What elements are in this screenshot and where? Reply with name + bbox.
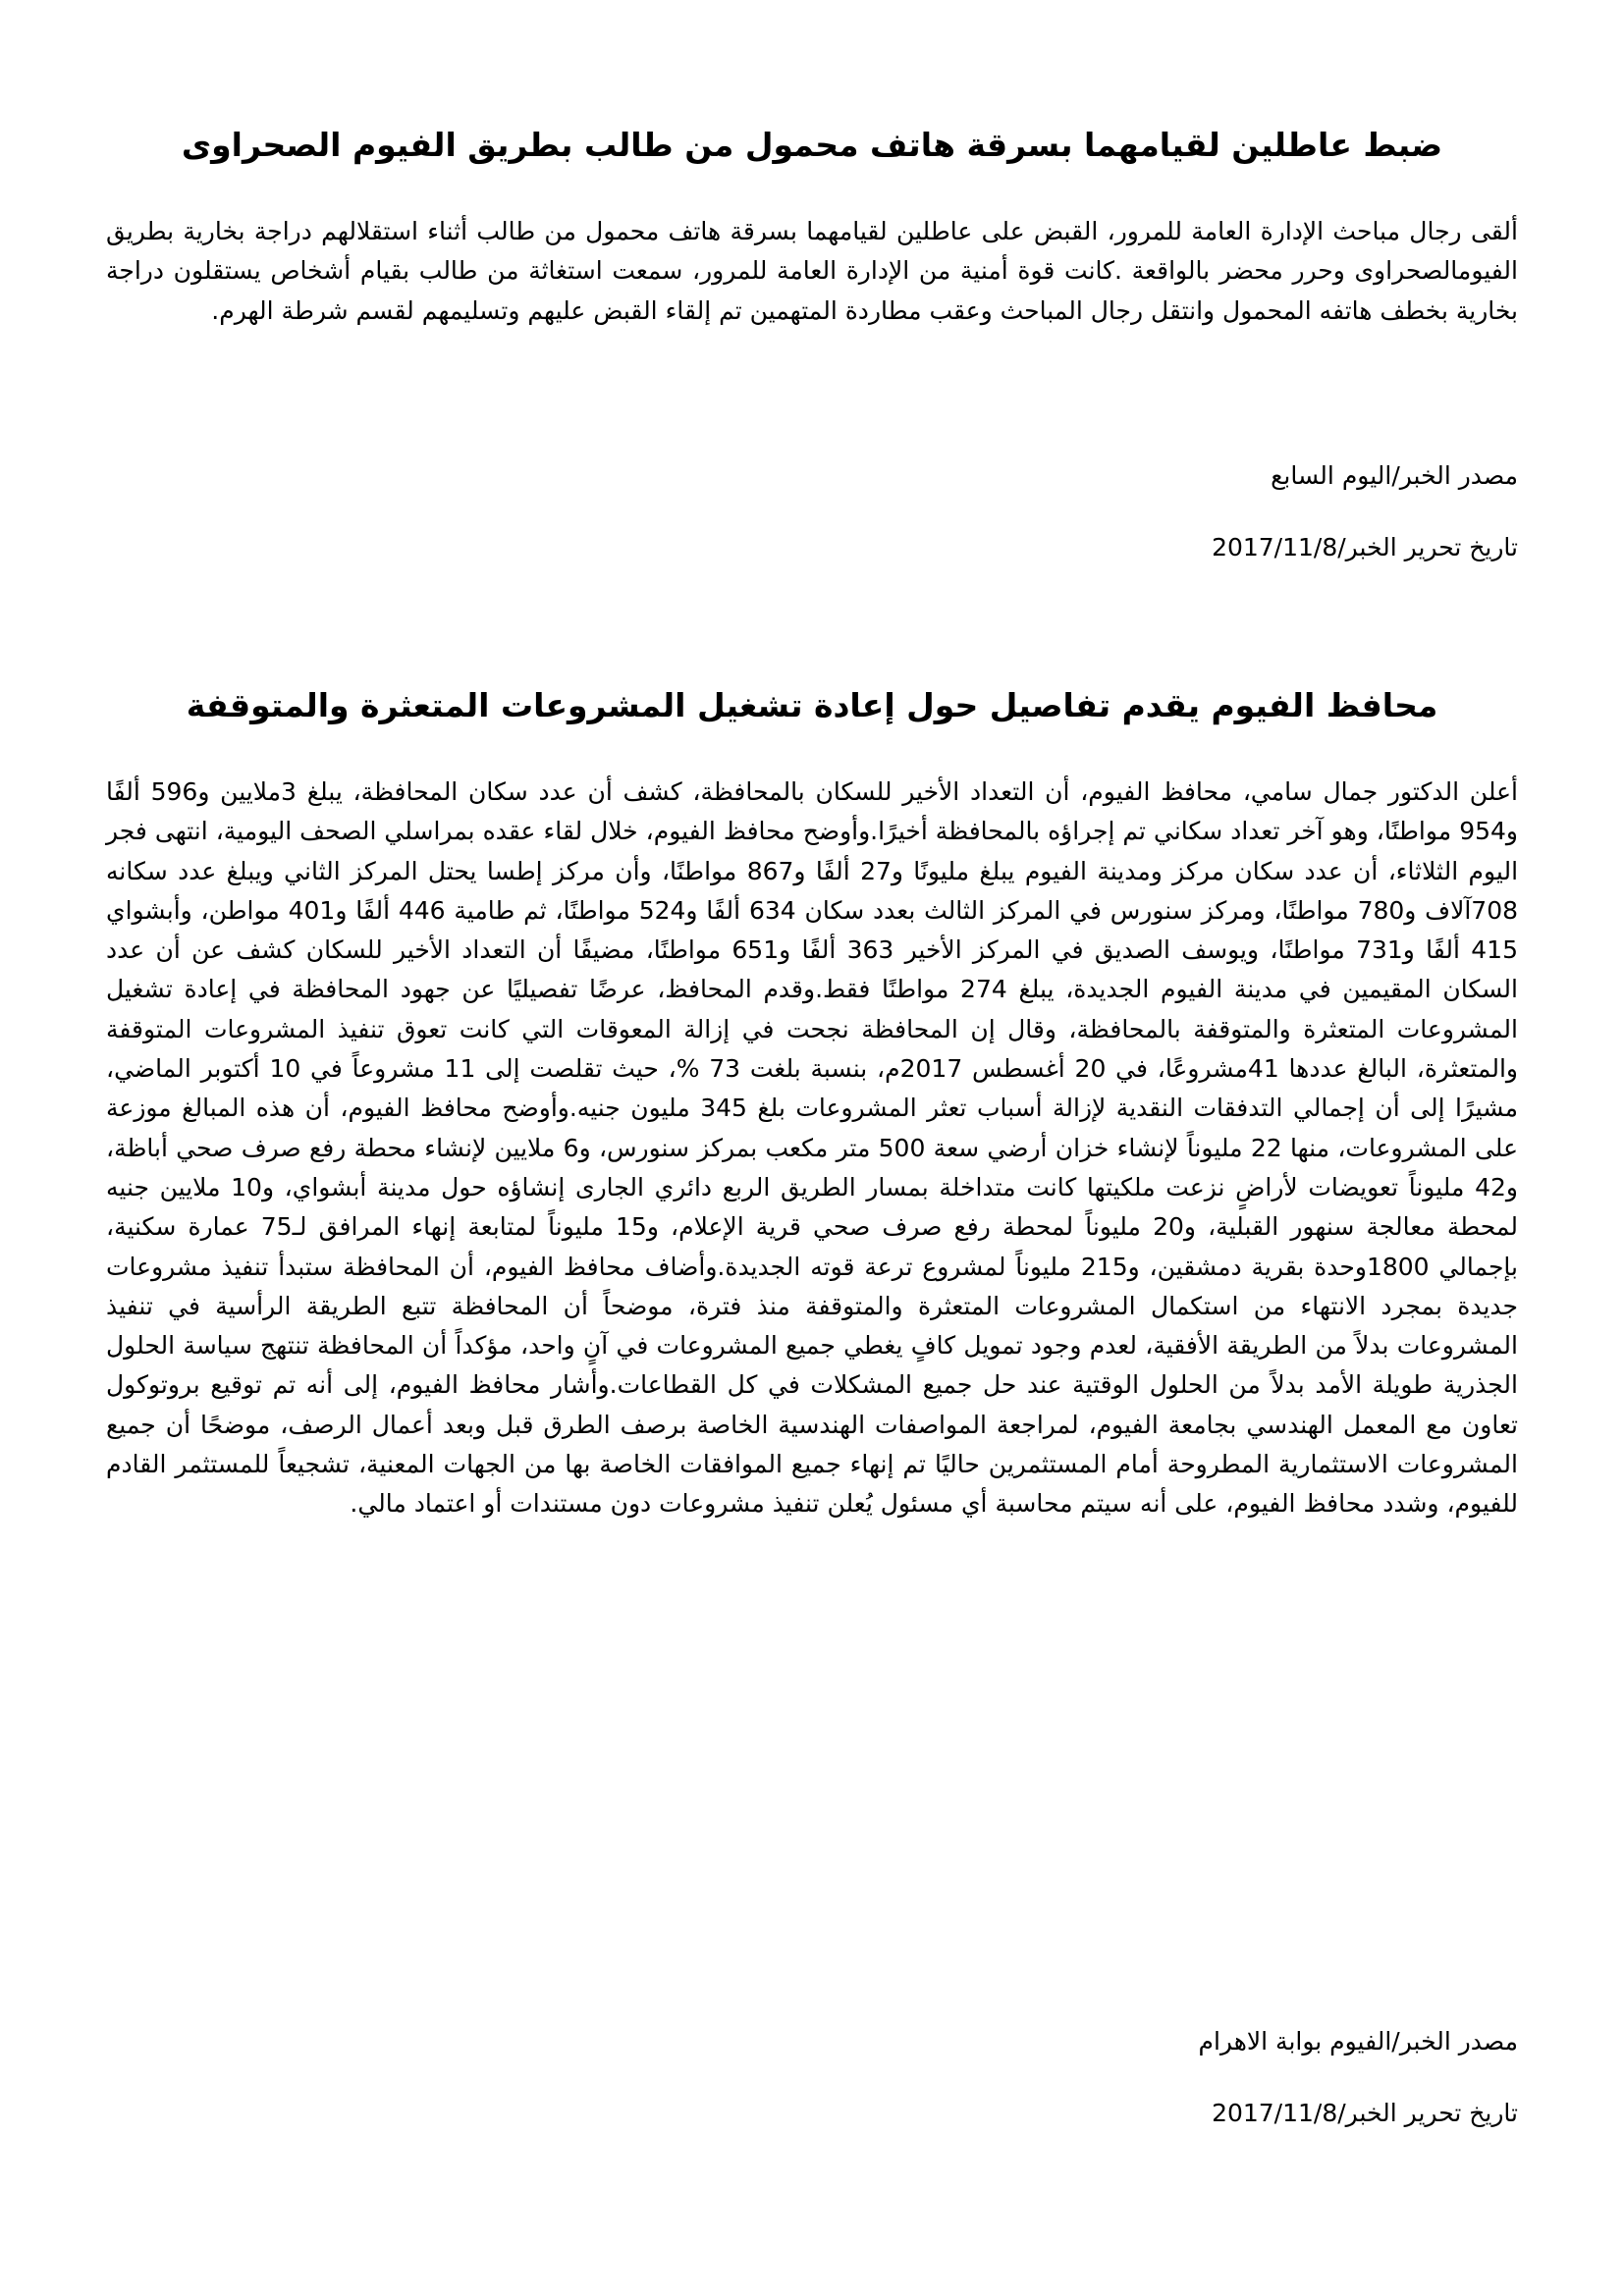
article-body: ألقى رجال مباحث الإدارة العامة للمرور، القبض على عاطلين لقيامهما بسرقة هاتف محمول من طالب أثناء استقلالهم دراجة بخارية بطريق الفيومالصحراوى وحرر محضر بالواقعة .كانت قوة أمنية من الإدارة العامة للمرور، سمعت استغاثة من طالب بقيام أشخاص يستقلون دراجة بخارية بخطف هاتفه المحمول وانتقل رجال المباحث وعقب مطاردة المتهمين تم إلقاء القبض عليهم وتسليمهم لقسم شرطة الهرم. — [106, 217, 1518, 325]
article-source: مصدر الخبر/الفيوم بوابة الاهرام — [1198, 2027, 1518, 2056]
article-source: مصدر الخبر/اليوم السابع — [1271, 461, 1518, 490]
article-date: تاريخ تحرير الخبر/2017/11/8 — [1212, 2099, 1518, 2127]
document-page — [106, 0, 1518, 2296]
article-date: تاريخ تحرير الخبر/2017/11/8 — [1212, 533, 1518, 561]
article-title: ضبط عاطلين لقيامهما بسرقة هاتف محمول من طالب بطريق الفيوم الصحراوى — [181, 126, 1443, 164]
article-body: أعلن الدكتور جمال سامي، محافظ الفيوم، أن التعداد الأخير للسكان بالمحافظة، كشف أن عدد سكان المحافظة، يبلغ 3ملايين و596 ألفًا و954 مواطنًا، وهو آخر تعداد سكاني تم إجراؤه بالمحافظة أخيرًا.وأوضح محافظ الفيوم، خلال لقاء عقده بمراسلي الصحف اليومية، انتهى فجر اليوم الثلاثاء، أن عدد سكان مركز ومدينة الفيوم يبلغ مليونًا و27 ألفًا و867 مواطنًا، وأن مركز إطسا يحتل المركز الثاني ويبلغ عدد سكانه 708آلاف و780 مواطنًا، ومركز سنورس في المركز الثالث بعدد سكان 634 ألفًا و524 مواطنًا، ثم طامية 446 ألفًا و401 مواطن، وأبشواي 415 ألفًا و731 مواطنًا، ويوسف الصديق في المركز الأخير 363 ألفًا و651 مواطنًا، مضيفًا أن التعداد الأخير للسكان كشف عن أن عدد السكان المقيمين في مدينة الفيوم الجديدة، يبلغ 274 مواطنًا فقط.وقدم المحافظ، عرضًا تفصيليًا عن جهود المحافظة في إعادة تشغيل المشروعات المتعثرة والمتوقفة بالمحافظة، وقال إن المحافظة نجحت في إزالة المعوقات التي كانت تعوق تنفيذ المشروعات المتوقفة والمتعثرة، البالغ عددها 41مشروعًا، في 20 أغسطس 2017م، بنسبة بلغت 73 %، حيث تقلصت إلى 11 مشروعاً في 10 أكتوبر الماضي، مشيرًا إلى أن إجمالي التدفقات النقدية لإزالة أسباب تعثر المشروعات بلغ 345 مليون جنيه.وأوضح محافظ الفيوم، أن هذه المبالغ موزعة على المشروعات، منها 22 مليوناً لإنشاء خزان أرضي سعة 500 متر مكعب بمركز سنورس، و6 ملايين لإنشاء محطة رفع صرف صحي أباظة، و42 مليوناً تعويضات لأراضٍ نزعت ملكيتها كانت متداخلة بمسار الطريق الربع دائري الجارى إنشاؤه حول مدينة أبشواي، و10 ملايين جنيه لمحطة معالجة سنهور القبلية، و20 مليوناً لمحطة رفع صرف صحي قرية الإعلام، و15 مليوناً لمتابعة إنهاء المرافق لـ75 عمارة سكنية، بإجمالي 1800وحدة بقرية دمشقين، و215 مليوناً لمشروع ترعة قوته الجديدة.وأضاف محافظ الفيوم، أن المحافظة ستبدأ تنفيذ مشروعات جديدة بمجرد الانتهاء من استكمال المشروعات المتعثرة والمتوقفة منذ فترة، موضحاً أن المحافظة تتبع الطريقة الرأسية في تنفيذ المشروعات بدلاً من الطريقة الأفقية، لعدم وجود تمويل كافٍ يغطي جميع المشروعات في آنٍ واحد، مؤكداً أن المحافظة تنتهج سياسة الحلول الجذرية طويلة الأمد بدلاً من الحلول الوقتية عند حل جميع المشكلات في كل القطاعات.وأشار محافظ الفيوم، إلى أنه تم توقيع بروتوكول تعاون مع المعمل الهندسي بجامعة الفيوم، لمراجعة المواصفات الهندسية الخاصة برصف الطرق قبل وبعد أعمال الرصف، موضحًا أن جميع المشروعات الاستثمارية المطروحة أمام المستثمرين حاليًا تم إنهاء جميع الموافقات الخاصة بها من الجهات المعنية، تشجيعاً للمستثمر القادم للفيوم، وشدد محافظ الفيوم، على أنه سيتم محاسبة أي مسئول يُعلن تنفيذ مشروعات دون مستندات أو اعتماد مالي. — [106, 777, 1519, 1519]
article-title: محافظ الفيوم يقدم تفاصيل حول إعادة تشغيل المشروعات المتعثرة والمتوقفة — [186, 686, 1438, 724]
